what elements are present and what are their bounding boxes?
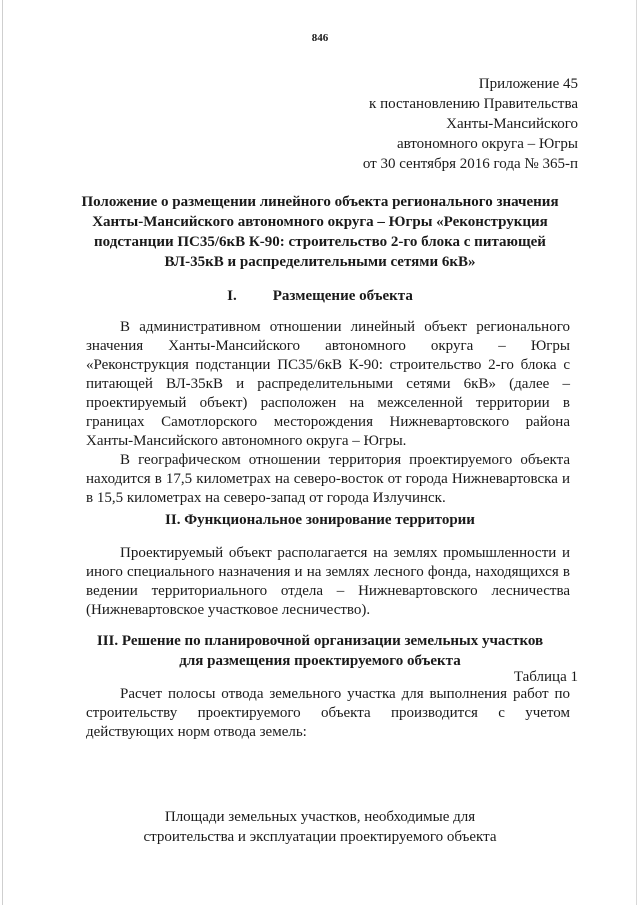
text-line: Ханты-Мансийского автономного округа – Югры. — [86, 433, 407, 449]
document-title — [70, 192, 570, 272]
appendix-block — [238, 74, 578, 174]
text-line: значения Ханты-Мансийского автономного округа – Югры — [86, 338, 570, 354]
appendix-line: автономного округа – Югры — [396, 136, 578, 152]
text-line: находится в 17,5 километрах на северо-восток от города Нижневартовска и — [86, 471, 570, 487]
section-1-number: I. — [227, 288, 237, 304]
scan-edge-left — [2, 0, 3, 905]
appendix-line: Приложение 45 — [478, 76, 578, 92]
section-1-heading — [70, 286, 570, 306]
text-line: В административном отношении линейный объект регионального — [120, 319, 570, 335]
text-line: границах Самотлорского месторождения Нижневартовского района — [86, 414, 570, 430]
scan-edge-right — [636, 0, 637, 905]
text-line: В географическом отношении территория проектируемого объекта — [120, 452, 570, 468]
section-3-paragraph — [86, 685, 570, 742]
appendix-line: от 30 сентября 2016 года № 365-п — [362, 156, 578, 172]
text-line: проектируемый объект) расположен на межселенной территории в — [86, 395, 570, 411]
section-2-heading: II. Функциональное зонирование территории — [165, 512, 475, 528]
text-line: иного специального назначения и на землях лесного фонда, находящихся в — [86, 564, 570, 580]
page-number: 846 — [311, 32, 329, 44]
section-1-paragraph-1 — [86, 318, 570, 451]
text-line: «Реконструкция подстанции ПС35/6кВ К-90: строительство 2-го блока с — [86, 357, 570, 373]
title-line: Положение о размещении линейного объекта регионального значения — [81, 194, 559, 210]
text-line: питающей ВЛ-35кВ и распределительными сетями 6кВ» (далее – — [86, 376, 570, 392]
title-line: Ханты-Мансийского автономного округа – Югры «Реконструкция — [92, 214, 548, 230]
text-line: Проектируемый объект располагается на землях промышленности и — [120, 545, 570, 561]
appendix-line: Ханты-Мансийского — [446, 116, 578, 132]
title-line: подстанции ПС35/6кВ К-90: строительство 2-го блока с питающей — [94, 234, 546, 250]
table-caption — [70, 807, 570, 847]
section-1-title: Размещение объекта — [272, 288, 413, 304]
text-line: ведении территориального отдела – Нижневартовского лесничества — [86, 583, 570, 599]
appendix-line: к постановлению Правительства — [369, 96, 578, 112]
text-line: в 15,5 километрах на северо-запад от города Излучинск. — [86, 490, 446, 506]
table-caption-line: Площади земельных участков, необходимые для — [164, 809, 476, 825]
section-3-title-line: III. Решение по планировочной организации земельных участков — [96, 633, 544, 649]
section-1-paragraph-2 — [86, 451, 570, 508]
text-line: строительству проектируемого объекта производится с учетом — [86, 705, 570, 721]
text-line: (Нижневартовское участковое лесничество). — [86, 602, 371, 618]
section-3-heading — [70, 631, 570, 671]
table-caption-line: строительства и эксплуатации проектируемого объекта — [143, 829, 497, 845]
section-3-title-line: для размещения проектируемого объекта — [179, 653, 461, 669]
title-line: ВЛ-35кВ и распределительными сетями 6кВ» — [164, 254, 476, 270]
table-label: Таблица 1 — [513, 669, 578, 685]
text-line: действующих норм отвода земель: — [86, 724, 307, 740]
text-line: Расчет полосы отвода земельного участка для выполнения работ по — [120, 686, 570, 702]
section-2-paragraph — [86, 544, 570, 620]
